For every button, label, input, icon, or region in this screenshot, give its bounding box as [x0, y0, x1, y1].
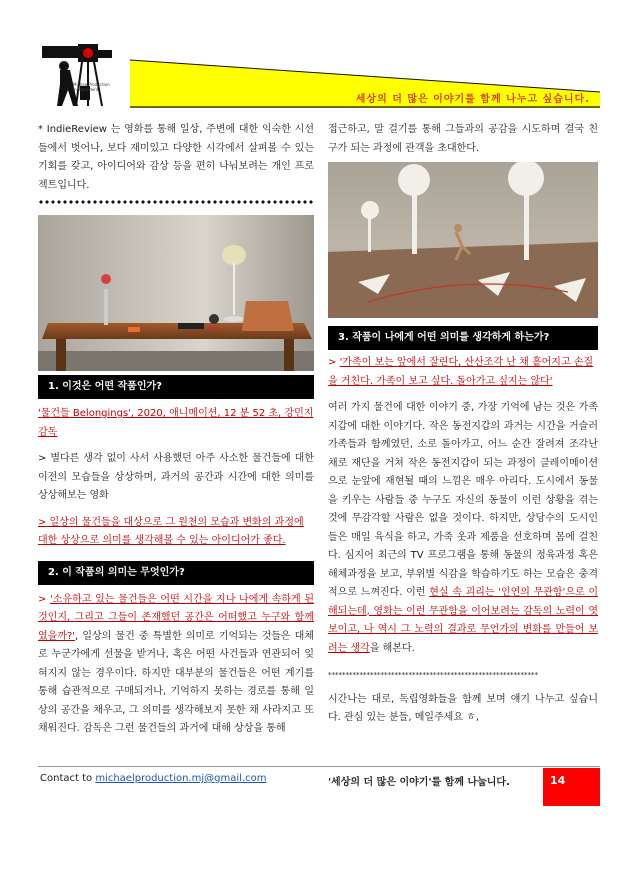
- section1-heading: 1. 이것은 어떤 작품인가?: [38, 375, 314, 399]
- camera-operator-logo-icon: [40, 40, 130, 108]
- section1-body: > 별다른 생각 없이 사서 사용했던 아주 사소한 물건들에 대한 이전의 모습들을 상상하며, 과거의 공간과 시간에 대한 의미를 상상해보는 영화: [38, 453, 314, 501]
- header-tagline: 세상의 더 많은 이야기를 함께 나누고 싶습니다.: [355, 94, 590, 105]
- desk-still-image: [38, 215, 314, 371]
- section3-quote: '가족이 보는 앞에서 잘린다, 산산조각 난 채 흩어지고 손질을 거친다. 가족이 보고 싶다. 돌아가고 싶지는 않다': [328, 357, 594, 387]
- section3-body-end: 을 해본다.: [369, 642, 415, 654]
- email-link[interactable]: michaelproduction.mj@gmail.com: [95, 773, 267, 784]
- paper-forest-still-image: [328, 162, 598, 318]
- section2-continuation-text: 접근하고, 말 걸기를 통해 그들과의 공감을 시도하며 결국 친구가 되는 과정에 관객을 초대한다.: [328, 124, 598, 154]
- intro-paragraph: * IndieReview 는 영화를 통해 일상, 주변에 대한 익숙한 시선들에서 벗어나, 보다 재미있고 다양한 시각에서 살펴볼 수 있는 기회를 갖고, 아이디어와 감상 등을 편히 나눠보려는 개인 프로젝트입니다.: [38, 124, 314, 191]
- section1-highlight: > 일상의 물건들을 대상으로 그 원천의 모습과 변화의 과정에 대한 상상으로 의미를 생각해볼 수 있는 아이디어가 좋다.: [38, 516, 304, 546]
- section2-heading: 2. 이 작품의 의미는 무엇인가?: [38, 561, 314, 585]
- right-column: [328, 162, 598, 728]
- closing-paragraph: 시간나는 대로, 독립영화들을 함께 보며 얘기 나누고 싶습니다. 관심 있는 분들, 메일주세요 ㅎ,: [328, 693, 598, 723]
- page-header: [0, 0, 630, 110]
- section2-paragraph: > '소유하고 있는 물건들은 어떤 시간을 지나 나에게 속하게 된 것인지, 그리고 그들이 존재했던 공간은 어떠했고 누구와 함께였을까?', 일상의 물건 중 특별한 의미로 기억되는 것들은 대체로 누군가에게 선물을 받거나, 혹은 어떤 사건들과 연관되어 잊혀지지 않는 경우이다. 하지만 대부분의 물건들은 어떤 계기를 통해 습관적으로 구매되거나, 기억하지 못하는 경로를 통해 일상의 공간을 채우고, 그 의미를 생각해보지 못한 채 사라지고 또 채워진다. 감독은 그런 물건들의 과거에 대해 상상을 통해: [38, 593, 314, 734]
- section3-body: 여러 가지 물건에 대한 이야기 중, 가장 기억에 남는 것은 가족지갑에 대한 이야기다. 작은 동전지갑의 과거는 시간을 거슬러 가족들과 함께였던, 소로 돌아가고, 어느 순간 잘려져 조각난 채로 재단을 거쳐 작은 동전지갑이 되는 과정이 클레이메이션으로 눈앞에 재현될 때의 느낌은 매우 아리다. 도시에서 동물을 키우는 사람들 중 누구도 자신의 동물이 이런 상황을 겪는 것에 무감각할 사람은 없을 것이다. 하지만, 상당수의 도시인들은 매일 육식을 하고, 가죽 옷과 제품을 선호하며 몸에 걸친다. 심지어 최근의 TV 프로그램을 통해 동물의 정육과정 혹은 해체과정을 보고, 부위별 식감을 학습하기도 하는 모습은 충격적으로 느껴진다. 이런: [328, 402, 598, 598]
- section3-highlight: 현실 속 괴리는 '인연의 무관함'으로 이해되는데, 영화는 이런 무관함을 이어보려는 감독의 노력이 엿보이고, 나 역시 그 노력의 결과로 무언가의 변화를 만들어 보려는 생각: [328, 587, 599, 654]
- asterisk-divider: ************************************************************: [328, 671, 538, 679]
- left-column: [38, 121, 314, 739]
- section3-heading: 3. 작품이 나에게 어떤 의미를 생각하게 하는가?: [328, 326, 598, 350]
- footer-tagline: '세상의 더 많은 이야기'를 함께 나눕니다.: [328, 777, 510, 788]
- logo-caption: MichaelProduction Independent: [73, 82, 110, 92]
- film-credit: '물건들 Belongings', 2020, 애니메이션, 12 분 52 초, 강민지 감독: [38, 408, 314, 438]
- page-number-badge: 14: [543, 768, 600, 806]
- section2-continuation: [328, 121, 598, 159]
- footer-rule: [38, 766, 600, 767]
- footer-contact: Contact to michaelproduction.mj@gmail.com: [40, 773, 267, 784]
- dotted-divider: [38, 199, 314, 205]
- section2-body: , 일상의 물건 중 특별한 의미로 기억되는 것들은 대체로 누군가에게 선물을 받거나, 혹은 어떤 사건들과 연관되어 잊혀지지 않는 경우이다. 하지만 대부분의 물건들은 어떤 계기를 통해 습관적으로 구매되거나, 기억하지 못하는 경로를 통해 일상의 공간을 채우고, 그 의미를 생각해보지 못한 채 사라지고 또 채워진다. 감독은 그런 물건들의 과거에 대해 상상을 통해: [38, 630, 314, 734]
- section2-lead-quote: '소유하고 있는 물건들은 어떤 시간을 지나 나에게 속하게 된 것인지, 그리고 그들이 존재했던 공간은 어떠했고 누구와 함께였을까?': [38, 593, 314, 642]
- section3-quote-paragraph: > '가족이 보는 앞에서 잘린다, 산산조각 난 채 흩어지고 손질을 거친다. 가족이 보고 싶다. 돌아가고 싶지는 않다': [328, 357, 594, 387]
- section3-paragraph: [328, 399, 598, 658]
